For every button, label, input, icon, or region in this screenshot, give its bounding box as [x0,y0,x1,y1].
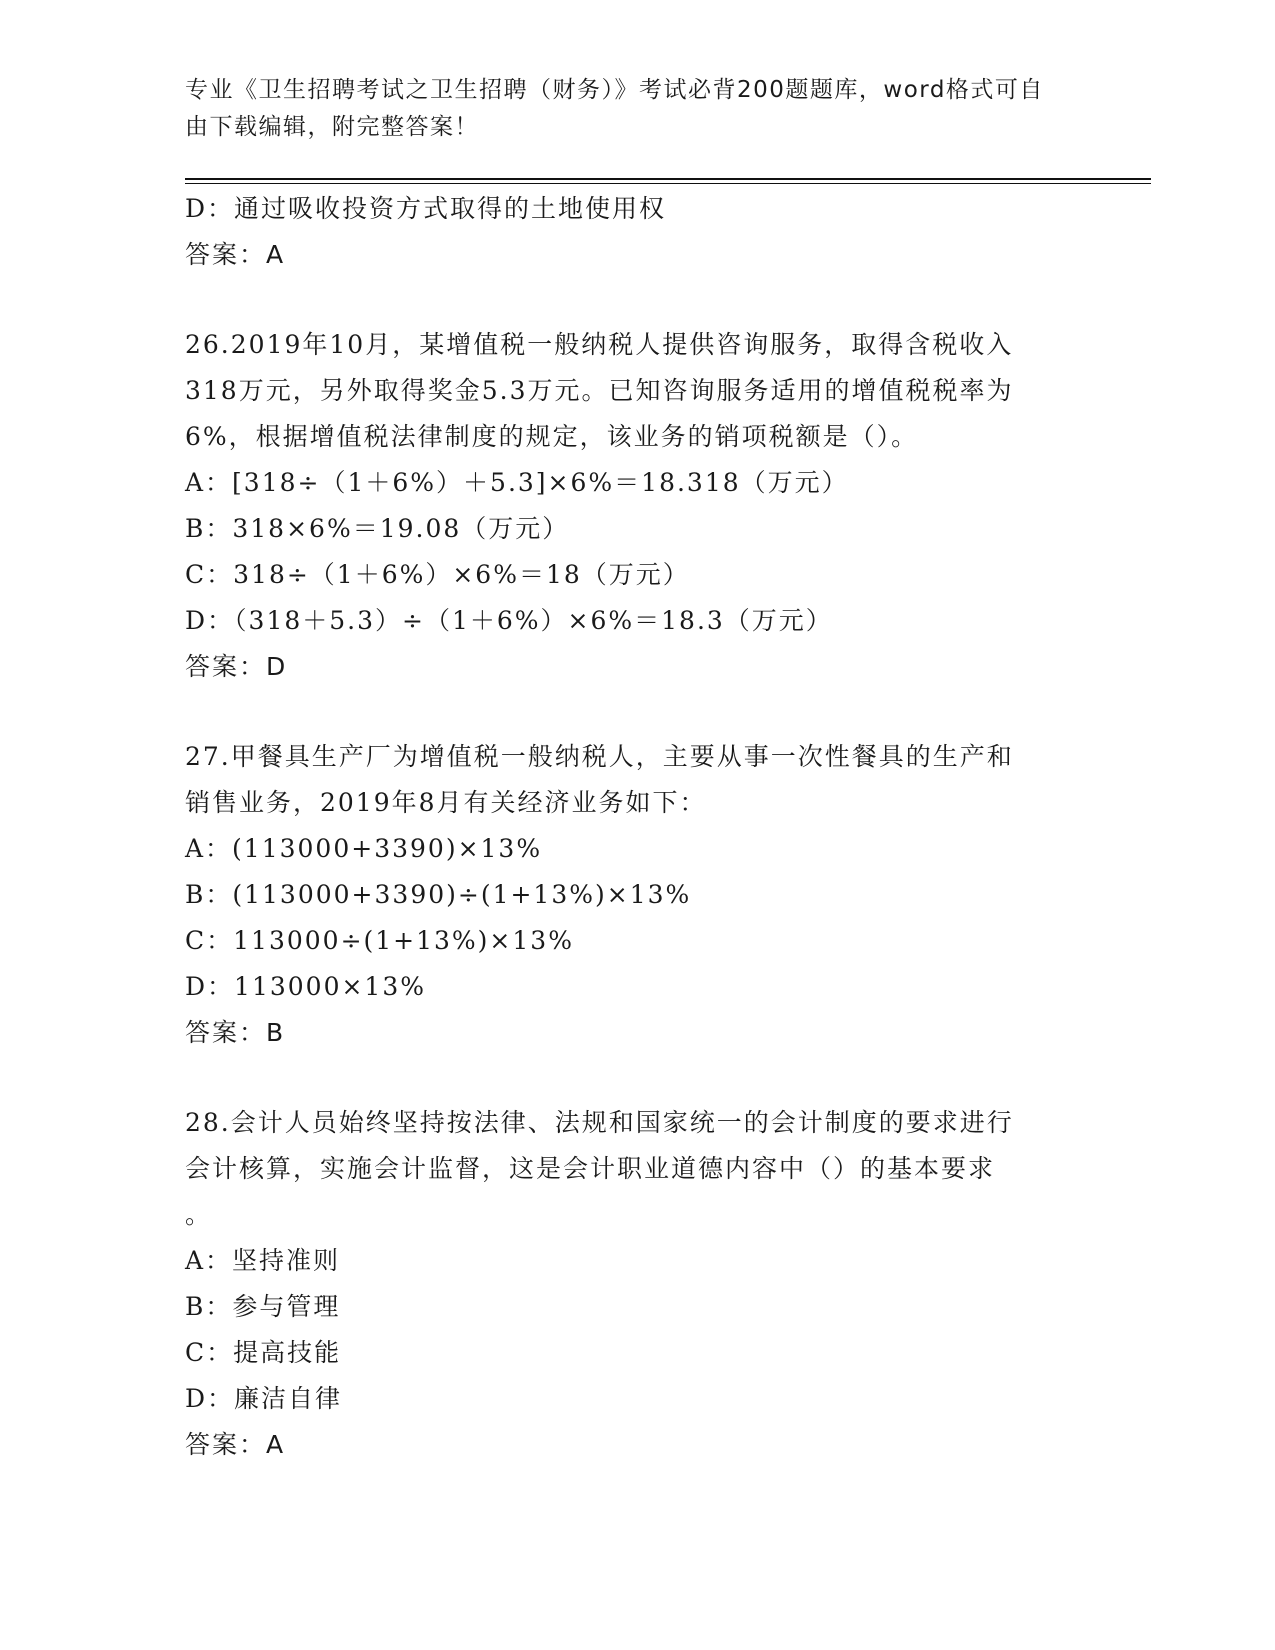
question-stem-line: 6%，根据增值税法律制度的规定，该业务的销项税额是（）。 [185,422,919,451]
option-c: C：113000÷(1+13%)×13% [185,926,574,955]
option-a: A：坚持准则 [185,1246,341,1275]
question-stem-line: 会计核算，实施会计监督，这是会计职业道德内容中（）的基本要求 [185,1154,996,1183]
question-stem-line: 27.甲餐具生产厂为增值税一般纳税人，主要从事一次性餐具的生产和 [185,742,1014,771]
question-27 [185,734,1085,1056]
question-stem-line: 。 [185,1200,213,1229]
spacer [185,278,1085,322]
document-header [185,72,1085,146]
header-divider-thin [185,183,1151,184]
page-content [185,186,1085,1468]
header-line-1: 专业《卫生招聘考试之卫生招聘（财务）》考试必背200题题库，word格式可自 [185,77,1044,103]
option-d: D：廉洁自律 [185,1384,343,1413]
option-a: A：[318÷（1＋6%）＋5.3]×6%＝18.318（万元） [185,468,849,497]
question-stem-line: 26.2019年10月，某增值税一般纳税人提供咨询服务，取得含税收入 [185,330,1014,359]
option-d: D：通过吸收投资方式取得的土地使用权 [185,194,667,223]
option-d: D：113000×13% [185,972,426,1001]
question-stem-line: 318万元，另外取得奖金5.3万元。已知咨询服务适用的增值税税率为 [185,376,1014,405]
option-c: C：提高技能 [185,1338,342,1367]
option-b: B：(113000+3390)÷(1+13%)×13% [185,880,692,909]
option-a: A：(113000+3390)×13% [185,834,543,863]
header-line-2: 由下载编辑，附完整答案！ [185,114,479,140]
option-c: C：318÷（1＋6%）×6%＝18（万元） [185,560,690,589]
previous-question-tail [185,186,1085,278]
question-26 [185,322,1085,690]
answer-line: 答案：D [185,652,288,681]
answer-line: 答案：A [185,1430,286,1459]
answer-line: 答案：A [185,240,286,269]
option-b: B：318×6%＝19.08（万元） [185,514,570,543]
header-divider-thick [185,178,1151,180]
question-stem-line: 销售业务，2019年8月有关经济业务如下： [185,788,707,817]
answer-line: 答案：B [185,1018,286,1047]
spacer [185,690,1085,734]
option-b: B：参与管理 [185,1292,341,1321]
question-28 [185,1100,1085,1468]
option-d: D：（318＋5.3）÷（1＋6%）×6%＝18.3（万元） [185,606,833,635]
question-stem-line: 28.会计人员始终坚持按法律、法规和国家统一的会计制度的要求进行 [185,1108,1014,1137]
spacer [185,1056,1085,1100]
